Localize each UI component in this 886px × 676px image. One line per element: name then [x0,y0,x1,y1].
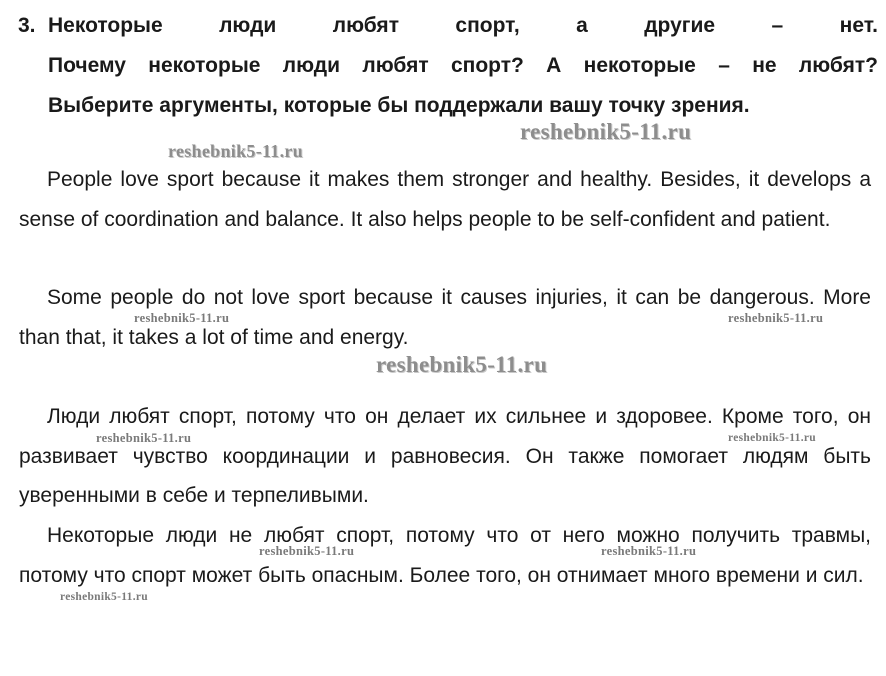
paragraph-ru-not-love: Некоторые люди не любят спорт, потому что от него можно получить травмы, потому что спорт может быть опасным. Более того, он отнимает много времени и сил. [19,524,871,587]
watermark: reshebnik5-11.ru [601,544,697,558]
watermark: reshebnik5-11.ru [728,432,816,444]
paragraph-en-love: People love sport because it makes them stronger and healthy. Besides, it develops a sense of coordination and balance. It also helps people to be self-confident and patient. [19,168,871,231]
task-line-1: Некоторые люди любят спорт, а другие – нет. [48,14,878,37]
task-line-2: Почему некоторые люди любят спорт? А некоторые – не любят? [48,54,878,77]
watermark: reshebnik5-11.ru [60,591,148,603]
watermark: reshebnik5-11.ru [134,311,230,325]
watermark: reshebnik5-11.ru [520,119,692,144]
task-line-3: Выберите аргументы, которые бы поддержали вашу точку зрения. [48,94,750,117]
watermark: reshebnik5-11.ru [96,431,192,445]
watermark: reshebnik5-11.ru [168,141,303,161]
paragraph-ru-love: Люди любят спорт, потому что он делает их сильнее и здоровее. Кроме того, он развивает чувство координации и равновесия. Он также помогает людям быть уверенными в себе и терпеливыми. [19,405,871,507]
watermark: reshebnik5-11.ru [376,352,548,377]
task-heading [18,6,878,126]
watermark: reshebnik5-11.ru [728,311,824,325]
paragraph-en-not-love: Some people do not love sport because it causes injuries, it can be dangerous. More than that, it takes a lot of time and energy. [19,286,871,349]
watermark: reshebnik5-11.ru [259,544,355,558]
task-number: 3. [18,14,36,37]
task-question [48,6,878,126]
